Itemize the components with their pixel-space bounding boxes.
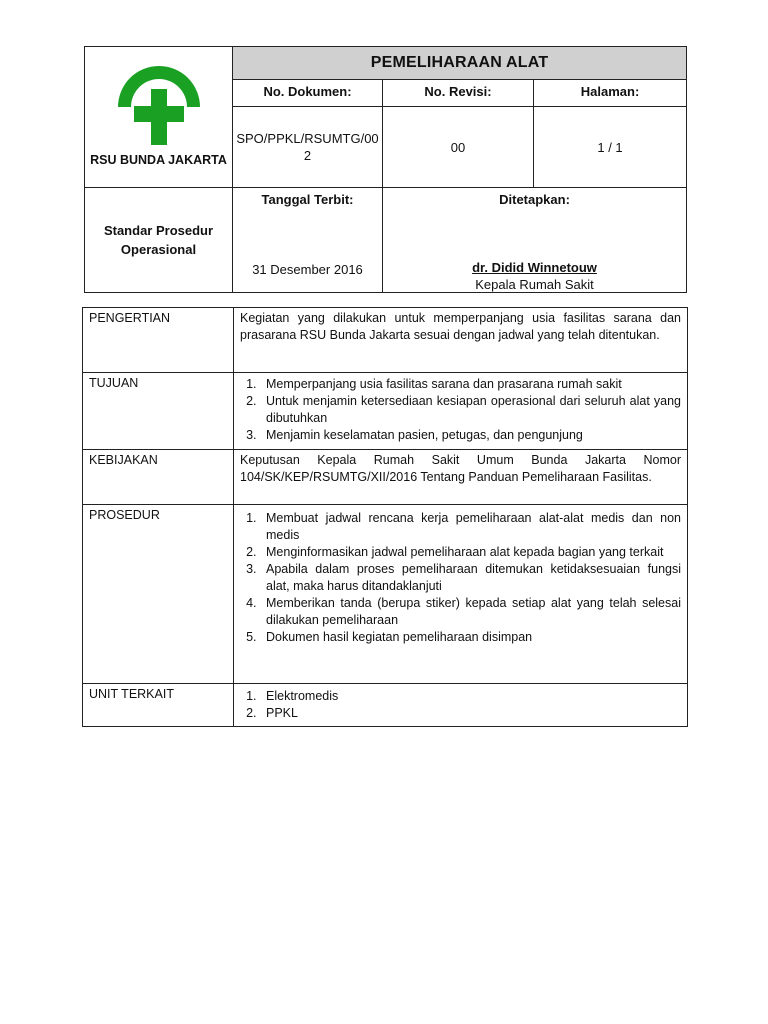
approved-label: Ditetapkan: (499, 192, 570, 207)
unit-terkait-list (240, 688, 681, 722)
issue-date-value: 31 Desember 2016 (252, 262, 363, 277)
list-item: 5. Dokumen hasil kegiatan pemeliharaan disimpan (260, 629, 681, 646)
issue-date-label: Tanggal Terbit: (261, 192, 354, 207)
list-item: 3. Menjamin keselamatan pasien, petugas, dan pengunjung (260, 427, 681, 444)
page-label: Halaman: (534, 80, 687, 107)
list-item: 4. Memberikan tanda (berupa stiker) kepada setiap alat yang telah selesai dilakukan pemeliharaan (260, 595, 681, 629)
list-item: 2. Menginformasikan jadwal pemeliharaan alat kepada bagian yang terkait (260, 544, 681, 561)
hospital-name: RSU BUNDA JAKARTA (90, 153, 227, 167)
tujuan-label: TUJUAN (83, 373, 234, 450)
sop-label (85, 188, 233, 293)
logo-cell (85, 47, 233, 188)
issue-date-cell (233, 188, 383, 293)
unit-terkait-content (234, 684, 688, 727)
logo-cross-icon (114, 61, 204, 147)
kebijakan-label: KEBIJAKAN (83, 450, 234, 505)
sop-label-text: Standar Prosedur Operasional (103, 223, 214, 257)
list-item: 1. Membuat jadwal rencana kerja pemeliharaan alat-alat medis dan non medis (260, 510, 681, 544)
revision-value: 00 (383, 107, 534, 188)
unit-terkait-label: UNIT TERKAIT (83, 684, 234, 727)
approver-name: dr. Didid Winnetouw (472, 260, 597, 275)
tujuan-content (234, 373, 688, 450)
approver-title: Kepala Rumah Sakit (475, 277, 594, 292)
prosedur-content (234, 505, 688, 684)
revision-label: No. Revisi: (383, 80, 534, 107)
list-item: 1. Memperpanjang usia fasilitas sarana dan prasarana rumah sakit (260, 376, 681, 393)
prosedur-list (240, 510, 681, 646)
list-item: 2. PPKL (260, 705, 681, 722)
prosedur-label: PROSEDUR (83, 505, 234, 684)
kebijakan-text: Keputusan Kepala Rumah Sakit Umum Bunda Jakarta Nomor 104/SK/KEP/RSUMTG/XII/2016 Tentang Panduan Pemeliharaan Fasilitas. (234, 450, 688, 505)
doc-no-value: SPO/PPKL/RSUMTG/00 2 (233, 107, 383, 188)
approval-cell (383, 188, 687, 293)
tujuan-list (240, 376, 681, 444)
document-title: PEMELIHARAAN ALAT (233, 47, 687, 80)
doc-no-label: No. Dokumen: (233, 80, 383, 107)
procedure-table (82, 307, 688, 727)
pengertian-label: PENGERTIAN (83, 308, 234, 373)
list-item: 1. Elektromedis (260, 688, 681, 705)
pengertian-text: Kegiatan yang dilakukan untuk memperpanjang usia fasilitas sarana dan prasarana RSU Bunda Jakarta sesuai dengan jadwal yang telah ditentukan. (234, 308, 688, 373)
page-value: 1 / 1 (534, 107, 687, 188)
list-item: 2. Untuk menjamin ketersediaan kesiapan operasional dari seluruh alat yang dibutuhkan (260, 393, 681, 427)
list-item: 3. Apabila dalam proses pemeliharaan ditemukan ketidaksesuaian fungsi alat, maka harus ditandaklanjuti (260, 561, 681, 595)
hospital-logo (85, 61, 232, 149)
header-table (84, 46, 687, 293)
